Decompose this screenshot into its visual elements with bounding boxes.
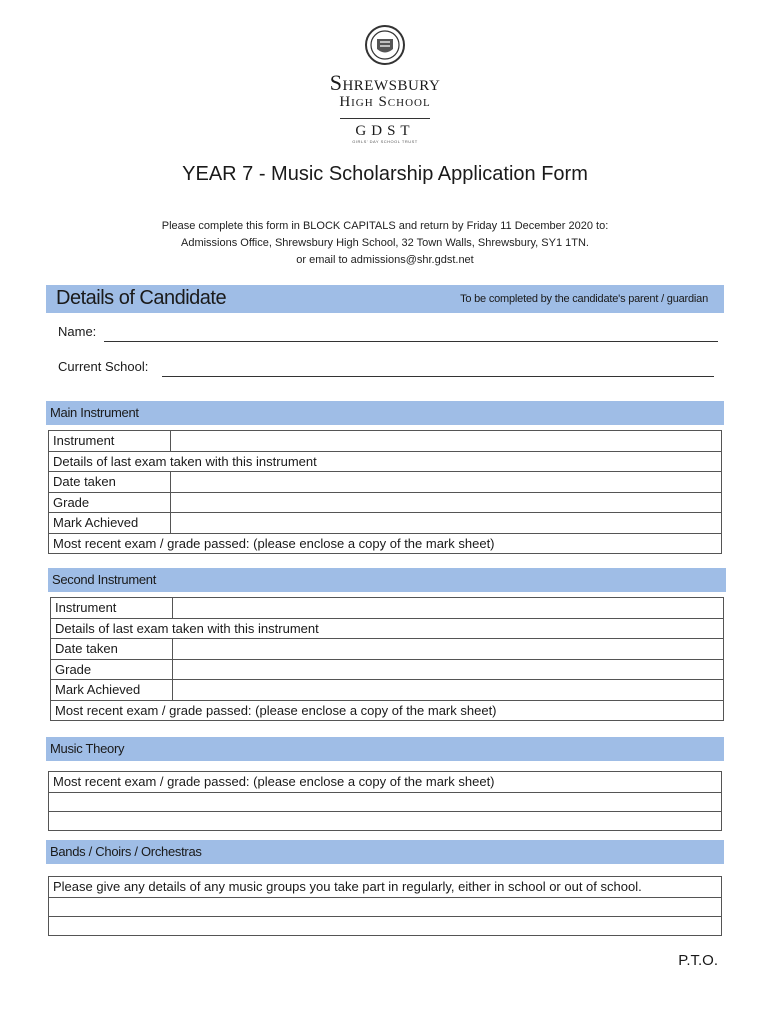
music-theory-table [48,771,722,831]
music-theory-header [46,737,724,761]
table-row [51,659,724,680]
table-row [49,811,722,830]
mark-achieved-label: Mark Achieved [51,680,173,701]
school-header [0,24,770,145]
last-exam-label[interactable]: Details of last exam taken with this instrument [51,618,724,639]
table-row [51,700,724,721]
instrument-input[interactable] [173,598,724,619]
table-row [49,533,722,554]
form-instructions [0,218,770,269]
table-row [49,897,722,916]
table-row [51,618,724,639]
current-school-field[interactable] [58,359,714,379]
music-theory-prompt[interactable]: Most recent exam / grade passed: (please enclose a copy of the mark sheet) [49,772,722,793]
table-row [49,792,722,811]
name-label: Name: [58,324,97,339]
music-theory-input[interactable] [49,811,722,830]
bands-heading: Bands / Choirs / Orchestras [50,844,202,859]
grade-label: Grade [51,659,173,680]
details-note: To be completed by the candidate's parent / guardian [460,293,708,305]
second-instrument-table [50,597,724,721]
main-instrument-header [46,401,724,425]
recent-exam-label[interactable]: Most recent exam / grade passed: (please enclose a copy of the mark sheet) [51,700,724,721]
pto-label: P.T.O. [678,952,718,969]
mark-achieved-input[interactable] [171,513,722,534]
header-divider [340,118,430,119]
name-field[interactable] [58,324,718,344]
table-row [51,680,724,701]
table-row [51,639,724,660]
grade-input[interactable] [173,659,724,680]
date-taken-input[interactable] [173,639,724,660]
group-name: GDST [355,123,415,139]
group-tagline: GIRLS' DAY SCHOOL TRUST [352,139,418,144]
date-taken-input[interactable] [171,472,722,493]
mark-achieved-input[interactable] [173,680,724,701]
table-row [49,472,722,493]
instrument-label: Instrument [51,598,173,619]
details-heading: Details of Candidate [56,287,227,309]
crest-icon [364,24,406,66]
bands-prompt[interactable]: Please give any details of any music groups you take part in regularly, either in school or out of school. [49,877,722,898]
bands-input[interactable] [49,916,722,935]
form-title: YEAR 7 - Music Scholarship Application Form [182,163,588,185]
music-theory-input[interactable] [49,792,722,811]
table-row [49,431,722,452]
table-row [49,513,722,534]
music-theory-heading: Music Theory [50,741,125,756]
table-row [49,492,722,513]
instrument-label: Instrument [49,431,171,452]
school-subtitle: High School [339,94,431,110]
table-row [51,598,724,619]
date-taken-label: Date taken [51,639,173,660]
mark-achieved-label: Mark Achieved [49,513,171,534]
main-instrument-table [48,430,722,554]
details-section-header [46,285,724,313]
bands-input[interactable] [49,897,722,916]
table-row [49,772,722,793]
current-school-input-line[interactable] [162,376,714,377]
main-instrument-heading: Main Instrument [50,405,139,420]
table-row [49,916,722,935]
bands-table [48,876,722,936]
second-instrument-heading: Second Instrument [52,572,157,587]
school-name: Shrewsbury [329,70,441,95]
instrument-input[interactable] [171,431,722,452]
name-input-line[interactable] [104,341,718,342]
grade-label: Grade [49,492,171,513]
recent-exam-label[interactable]: Most recent exam / grade passed: (please enclose a copy of the mark sheet) [49,533,722,554]
instruction-line: Admissions Office, Shrewsbury High School, 32 Town Walls, Shrewsbury, SY1 1TN. [181,237,589,249]
grade-input[interactable] [171,492,722,513]
date-taken-label: Date taken [49,472,171,493]
current-school-label: Current School: [58,359,149,374]
table-row [49,451,722,472]
last-exam-label[interactable]: Details of last exam taken with this instrument [49,451,722,472]
table-row [49,877,722,898]
bands-header [46,840,724,864]
second-instrument-header [48,568,726,592]
instruction-line: Please complete this form in BLOCK CAPITALS and return by Friday 11 December 2020 to: [161,220,609,232]
instruction-line: or email to admissions@shr.gdst.net [296,254,474,266]
